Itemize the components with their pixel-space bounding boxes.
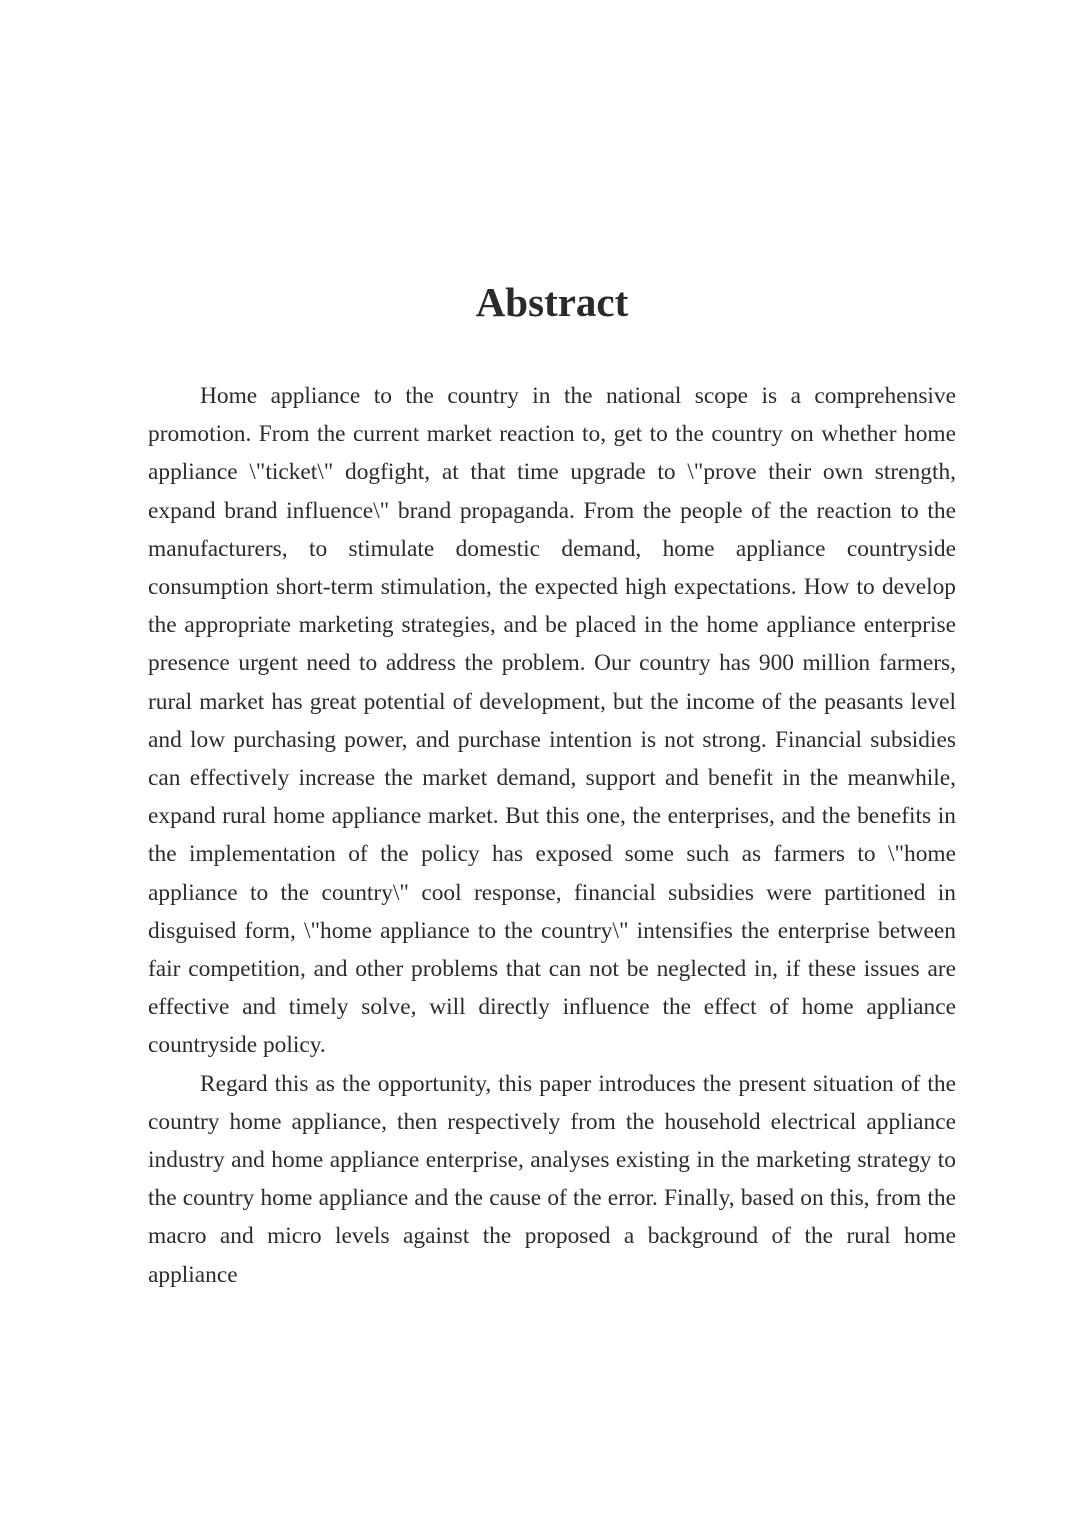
paragraph: Home appliance to the country in the national scope is a comprehensive promotion. From the current market reaction to, get to the country on whether home appliance \"ticket\" dogfight, at that time upgrade to \"prove their own strength, expand brand influence\" brand propaganda. From the people of the reaction to the manufacturers, to stimulate domestic demand, home appliance countryside consumption short-term stimulation, the expected high expectations. How to develop the appropriate marketing strategies, and be placed in the home appliance enterprise presence urgent need to address the problem. Our country has 900 million farmers, rural market has great potential of development, but the income of the peasants level and low purchasing power, and purchase intention is not strong. Financial subsidies can effectively increase the market demand, support and benefit in the meanwhile, expand rural home appliance market. But this one, the enterprises, and the benefits in the implementation of the policy has exposed some such as farmers to \"home appliance to the country\" cool response, financial subsidies were partitioned in disguised form, \"home appliance to the country\" intensifies the enterprise between fair competition, and other problems that can not be neglected in, if these issues are effective and timely solve, will directly influence the effect of home appliance countryside policy.: [148, 383, 956, 1059]
page-title: Abstract: [475, 279, 629, 325]
paragraph: Regard this as the opportunity, this paper introduces the present situation of the country home appliance, then respectively from the household electrical appliance industry and home appliance enterprise, analyses existing in the marketing strategy to the country home appliance and the cause of the error. Finally, based on this, from the macro and micro levels against the proposed a background of the rural home appliance: [148, 1070, 956, 1288]
abstract-body: [148, 377, 956, 1294]
